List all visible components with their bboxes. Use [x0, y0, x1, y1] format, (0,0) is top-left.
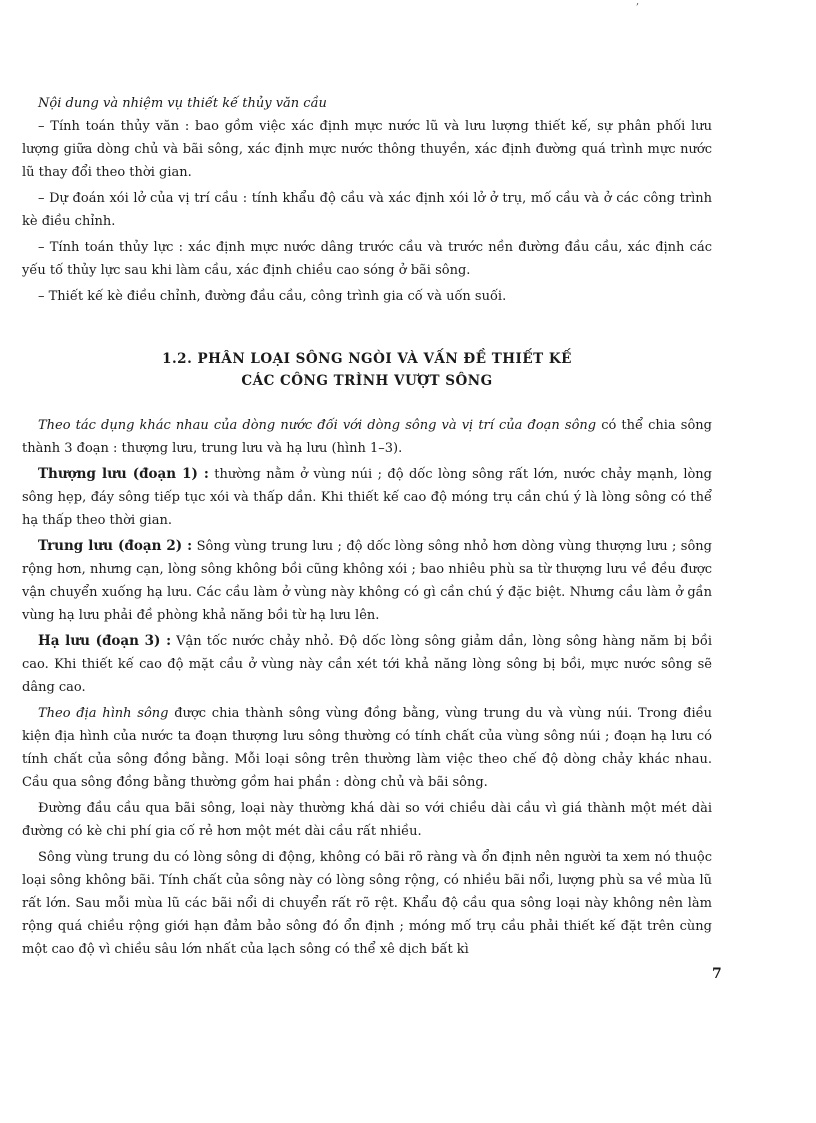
- intro-italic: Theo tác dụng khác nhau của dòng nước đối với dòng sông và vị trí của đoạn sông: [38, 418, 597, 433]
- intro-rest: có thể chia sông thành 3 đoạn : thượng lưu, trung lưu và hạ lưu (hình 1–3).: [22, 418, 712, 456]
- middle-reach-text: Sông vùng trung lưu ; độ dốc lòng sông nhỏ hơn dòng vùng thượng lưu ; sông rộng hơn, nhưng cạn, lòng sông không bồi cũng không xói ; bao nhiêu phù sa từ thượng lưu về đều được vận chuyển xuống hạ lưu. Các cầu làm ở vùng này không có gì cần chú ý đặc biệt. Nhưng cầu làm ở gần vùng hạ lưu phải đề phòng khả năng bồi từ hạ lưu lên.: [22, 539, 712, 623]
- paragraph-approach-road: Đường đầu cầu qua bãi sông, loại này thường khá dài so với chiều dài cầu vì giá thành một mét dài đường có kè chi phí gia cố rẻ hơn một mét dài cầu rất nhiều.: [22, 801, 712, 839]
- task-hydraulics: – Tính toán thủy lực : xác định mực nước dâng trước cầu và trước nền đường đầu cầu, xác định các yếu tố thủy lực sau khi làm cầu, xác định chiều cao sóng ở bãi sông.: [22, 240, 712, 278]
- heading-line-1: 1.2. PHÂN LOẠI SÔNG NGÒI VÀ VẤN ĐỀ THIẾT KẾ: [162, 351, 572, 367]
- lower-reach-text: Vận tốc nước chảy nhỏ. Độ dốc lòng sông giảm dần, lòng sông hàng năm bị bồi cao. Khi thiết kế cao độ mặt cầu ở vùng này cần xét tới khả năng lòng sông bị bồi, mực nước sông sẽ dâng cao.: [22, 634, 712, 695]
- scan-mark: ,: [636, 0, 640, 7]
- page-content: [22, 92, 712, 961]
- paragraph-lower-reach: [22, 630, 712, 699]
- task-design: – Thiết kế kè điều chỉnh, đường đầu cầu, công trình gia cố và uốn suối.: [38, 289, 507, 304]
- middle-reach-term: Trung lưu (đoạn 2) :: [38, 538, 193, 554]
- terrain-italic: Theo địa hình sông: [38, 706, 169, 721]
- terrain-text: được chia thành sông vùng đồng bằng, vùng trung du và vùng núi. Trong điều kiện địa hình của nước ta đoạn thượng lưu sông thường có tính chất của vùng sông núi ; đoạn hạ lưu có tính chất của sông đồng bằng. Mỗi loại sông trên thường làm việc theo chế độ dòng chảy khác nhau. Cầu qua sông đồng bằng thường gồm hai phần : dòng chủ và bãi sông.: [22, 706, 712, 790]
- paragraph-terrain: [22, 702, 712, 794]
- lower-reach-term: Hạ lưu (đoạn 3) :: [38, 633, 172, 649]
- paragraph-midland-river: Sông vùng trung du có lòng sông di động, không có bãi rõ ràng và ổn định nên người ta xem nó thuộc loại sông không bãi. Tính chất của sông này có lòng sông rộng, có nhiều bãi nổi, lượng phù sa về mùa lũ rất lớn. Sau mỗi mùa lũ các bãi nổi di chuyển rất rõ rệt. Khẩu độ cầu qua sông loại này không nên làm rộng quá chiều rộng giới hạn đảm bảo sông đó ổn định ; móng mố trụ cầu phải thiết kế đặt trên cùng một cao độ vì chiều sâu lớn nhất của lạch sông có thể xê dịch bất kì: [22, 850, 712, 957]
- page-number: 7: [712, 966, 722, 982]
- paragraph-middle-reach: [22, 535, 712, 627]
- paragraph-intro: [22, 414, 712, 460]
- upper-reach-term: Thượng lưu (đoạn 1) :: [38, 466, 209, 482]
- task-scour: – Dự đoán xói lở của vị trí cầu : tính khẩu độ cầu và xác định xói lở ở trụ, mố cầu và ở các công trình kè điều chỉnh.: [22, 191, 712, 229]
- paragraph-upper-reach: [22, 463, 712, 532]
- heading-line-2: CÁC CÔNG TRÌNH VƯỢT SÔNG: [241, 373, 493, 389]
- section-heading: [22, 348, 712, 392]
- task-hydrology: – Tính toán thủy văn : bao gồm việc xác định mực nước lũ và lưu lượng thiết kế, sự phân phối lưu lượng giữa dòng chủ và bãi sông, xác định mực nước thông thuyền, xác định đường quá trình mực nước lũ thay đổi theo thời gian.: [22, 119, 712, 180]
- section-intro-title: Nội dung và nhiệm vụ thiết kế thủy văn cầu: [38, 96, 327, 111]
- upper-reach-text: thường nằm ở vùng núi ; độ dốc lòng sông rất lớn, nước chảy mạnh, lòng sông hẹp, đáy sông tiếp tục xói và thấp dần. Khi thiết kế cao độ móng trụ cần chú ý là lòng sông có thể hạ thấp theo thời gian.: [22, 467, 712, 528]
